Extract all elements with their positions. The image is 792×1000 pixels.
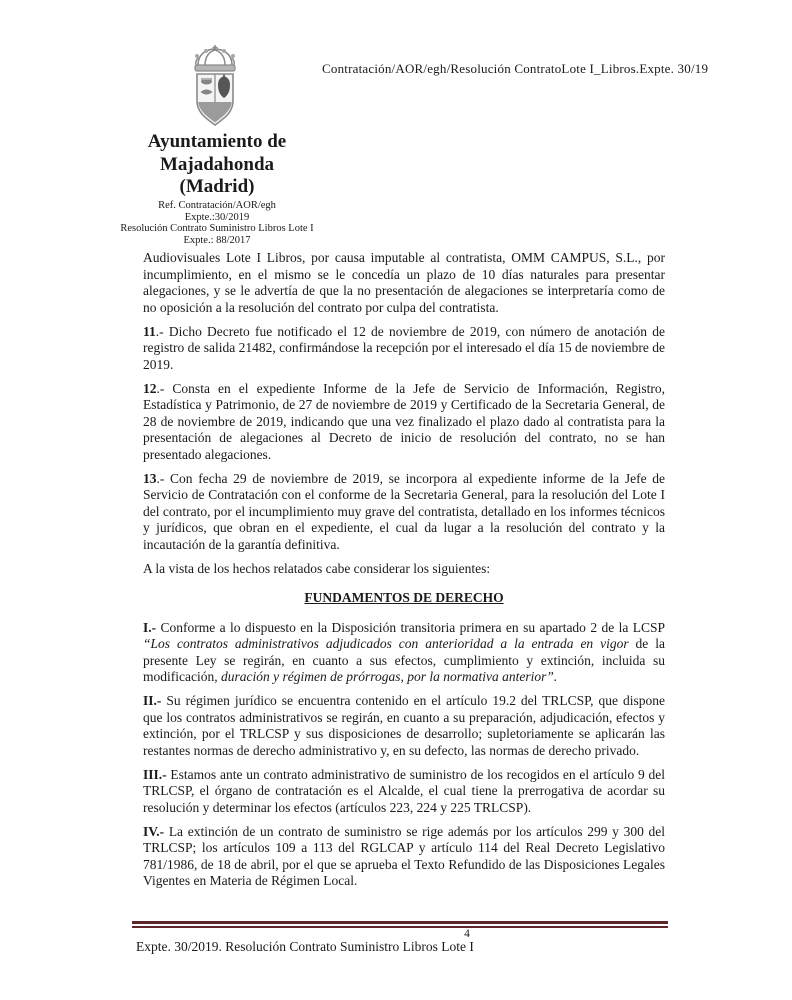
text-run: 12	[143, 380, 157, 396]
paragraph-13	[143, 471, 665, 554]
text-run: .- Consta en el expediente Informe de la Jefe de Servicio de Información, Registro, Estadística y Patrimonio, de 27 de noviembre de 2019 y Certificado de la Secretaria General, de 28 de noviembre de 2019, indicando que una vez finalizado el plazo dado al contratista para la presentación de alegaciones al Decreto de inicio de resolución del contrato, no se han presentado alegaciones.	[143, 380, 665, 462]
organization-name	[92, 131, 342, 199]
text-run: A la vista de los hechos relatados cabe considerar los siguientes:	[143, 560, 491, 576]
section-heading	[143, 590, 665, 607]
paragraph-continuation	[143, 250, 665, 316]
paragraph-12	[143, 381, 665, 464]
text-run: FUNDAMENTOS DE DERECHO	[304, 590, 504, 605]
text-run: “Los contratos administrativos adjudicados con anterioridad a la entrada en vigor	[143, 636, 629, 651]
text-run: Conforme a lo dispuesto en la Disposición transitoria primera en su apartado 2 de la LCSP	[156, 619, 665, 635]
text-run: II.-	[143, 693, 162, 708]
text-run: duración y régimen de prórrogas, por la normativa anterior”.	[220, 669, 558, 684]
text-run: La extinción de un contrato de suministro se rige además por los artículos 299 y 300 del TRLCSP; los artículos 109 a 113 del RGLCAP y artículo 114 del Real Decreto Legislativo 781/1986, de 18 de abril, por el que se aprueba el Texto Refundido de las Disposiciones Legales Vigentes en Materia de Régimen Local.	[143, 823, 665, 888]
reference-line-1: Ref. Contratación/AOR/egh	[158, 200, 276, 211]
paragraph-I	[143, 620, 665, 686]
coat-of-arms-icon	[183, 44, 247, 128]
footer-rule	[132, 921, 668, 928]
organization-line-1: Ayuntamiento de	[147, 131, 287, 152]
header-reference-line: Contratación/AOR/egh/Resolución ContratoLote I_Libros.Expte. 30/19	[322, 61, 709, 76]
paragraph-intro-fundamentos	[143, 561, 665, 578]
paragraph-IV	[143, 824, 665, 890]
page-number: 4	[464, 928, 470, 940]
text-run: Audiovisuales Lote I Libros, por causa imputable al contratista, OMM CAMPUS, S.L., por incumplimiento, en el mismo se le concedía un plazo de 10 días naturales para presentar alegaciones, y se le advertía de que la no presentación de alegaciones se interpretaría como de no oposición a la resolución del contrato por culpa del contratista.	[143, 250, 665, 315]
organization-line-2: Majadahonda	[159, 153, 275, 175]
text-run: Estamos ante un contrato administrativo de suministro de los recogidos en el artículo 9 del TRLCSP, el órgano de contratación es el Alcalde, el cual tiene la prerrogativa de acordar su resolución y determinar los efectos (artículos 223, 224 y 225 TRLCSP).	[143, 766, 665, 815]
document-body	[143, 250, 665, 897]
reference-line-4: Expte.: 88/2017	[183, 234, 251, 246]
text-run: .- Con fecha 29 de noviembre de 2019, se incorpora al expediente informe de la Jefe de Servicio de Contratación con el conforme de la Secretaria General, para la resolución del Lote I del contrato, por el incumplimiento muy grave del contratista, detallado en los informes técnicos y jurídicos, que obran en el expediente, el cual da lugar a la resolución del contrato y la incautación de la garantía definitiva.	[143, 470, 665, 552]
text-run: .- Dicho Decreto fue notificado el 12 de noviembre de 2019, con número de anotación de registro de salida 21482, confirmándose la recepción por el interesado el día 15 de noviembre de 2019.	[143, 323, 665, 372]
text-run: I.-	[143, 619, 157, 635]
text-run: Su régimen jurídico se encuentra contenido en el artículo 19.2 del TRLCSP, que dispone que los contratos administrativos se regirán, en cuanto a su preparación, adjudicación, efectos y extinción, por el TRLCSP y sus disposiciones de desarrollo; supletoriamente se aplicarán las restantes normas de derecho administrativo y, en su defecto, las normas de derecho privado.	[143, 693, 665, 758]
text-run: de la presente Ley se regirán, en cuanto a sus efectos, cumplimiento y extinción, incluida su modificación,	[143, 636, 665, 684]
reference-line-3: Resolución Contrato Suministro Libros Lote I	[120, 223, 314, 234]
paragraph-II	[143, 693, 665, 759]
reference-block	[67, 200, 367, 246]
paragraph-III	[143, 767, 665, 817]
footer-text: Expte. 30/2019. Resolución Contrato Suministro Libros Lote I	[136, 939, 474, 954]
text-run: III.-	[143, 766, 167, 782]
text-run: 11	[143, 323, 156, 339]
reference-line-2: Expte.:30/2019	[184, 211, 250, 223]
text-run: 13	[143, 470, 157, 486]
text-run: IV.-	[143, 823, 165, 839]
paragraph-11	[143, 324, 665, 374]
organization-line-3: (Madrid)	[179, 176, 255, 197]
